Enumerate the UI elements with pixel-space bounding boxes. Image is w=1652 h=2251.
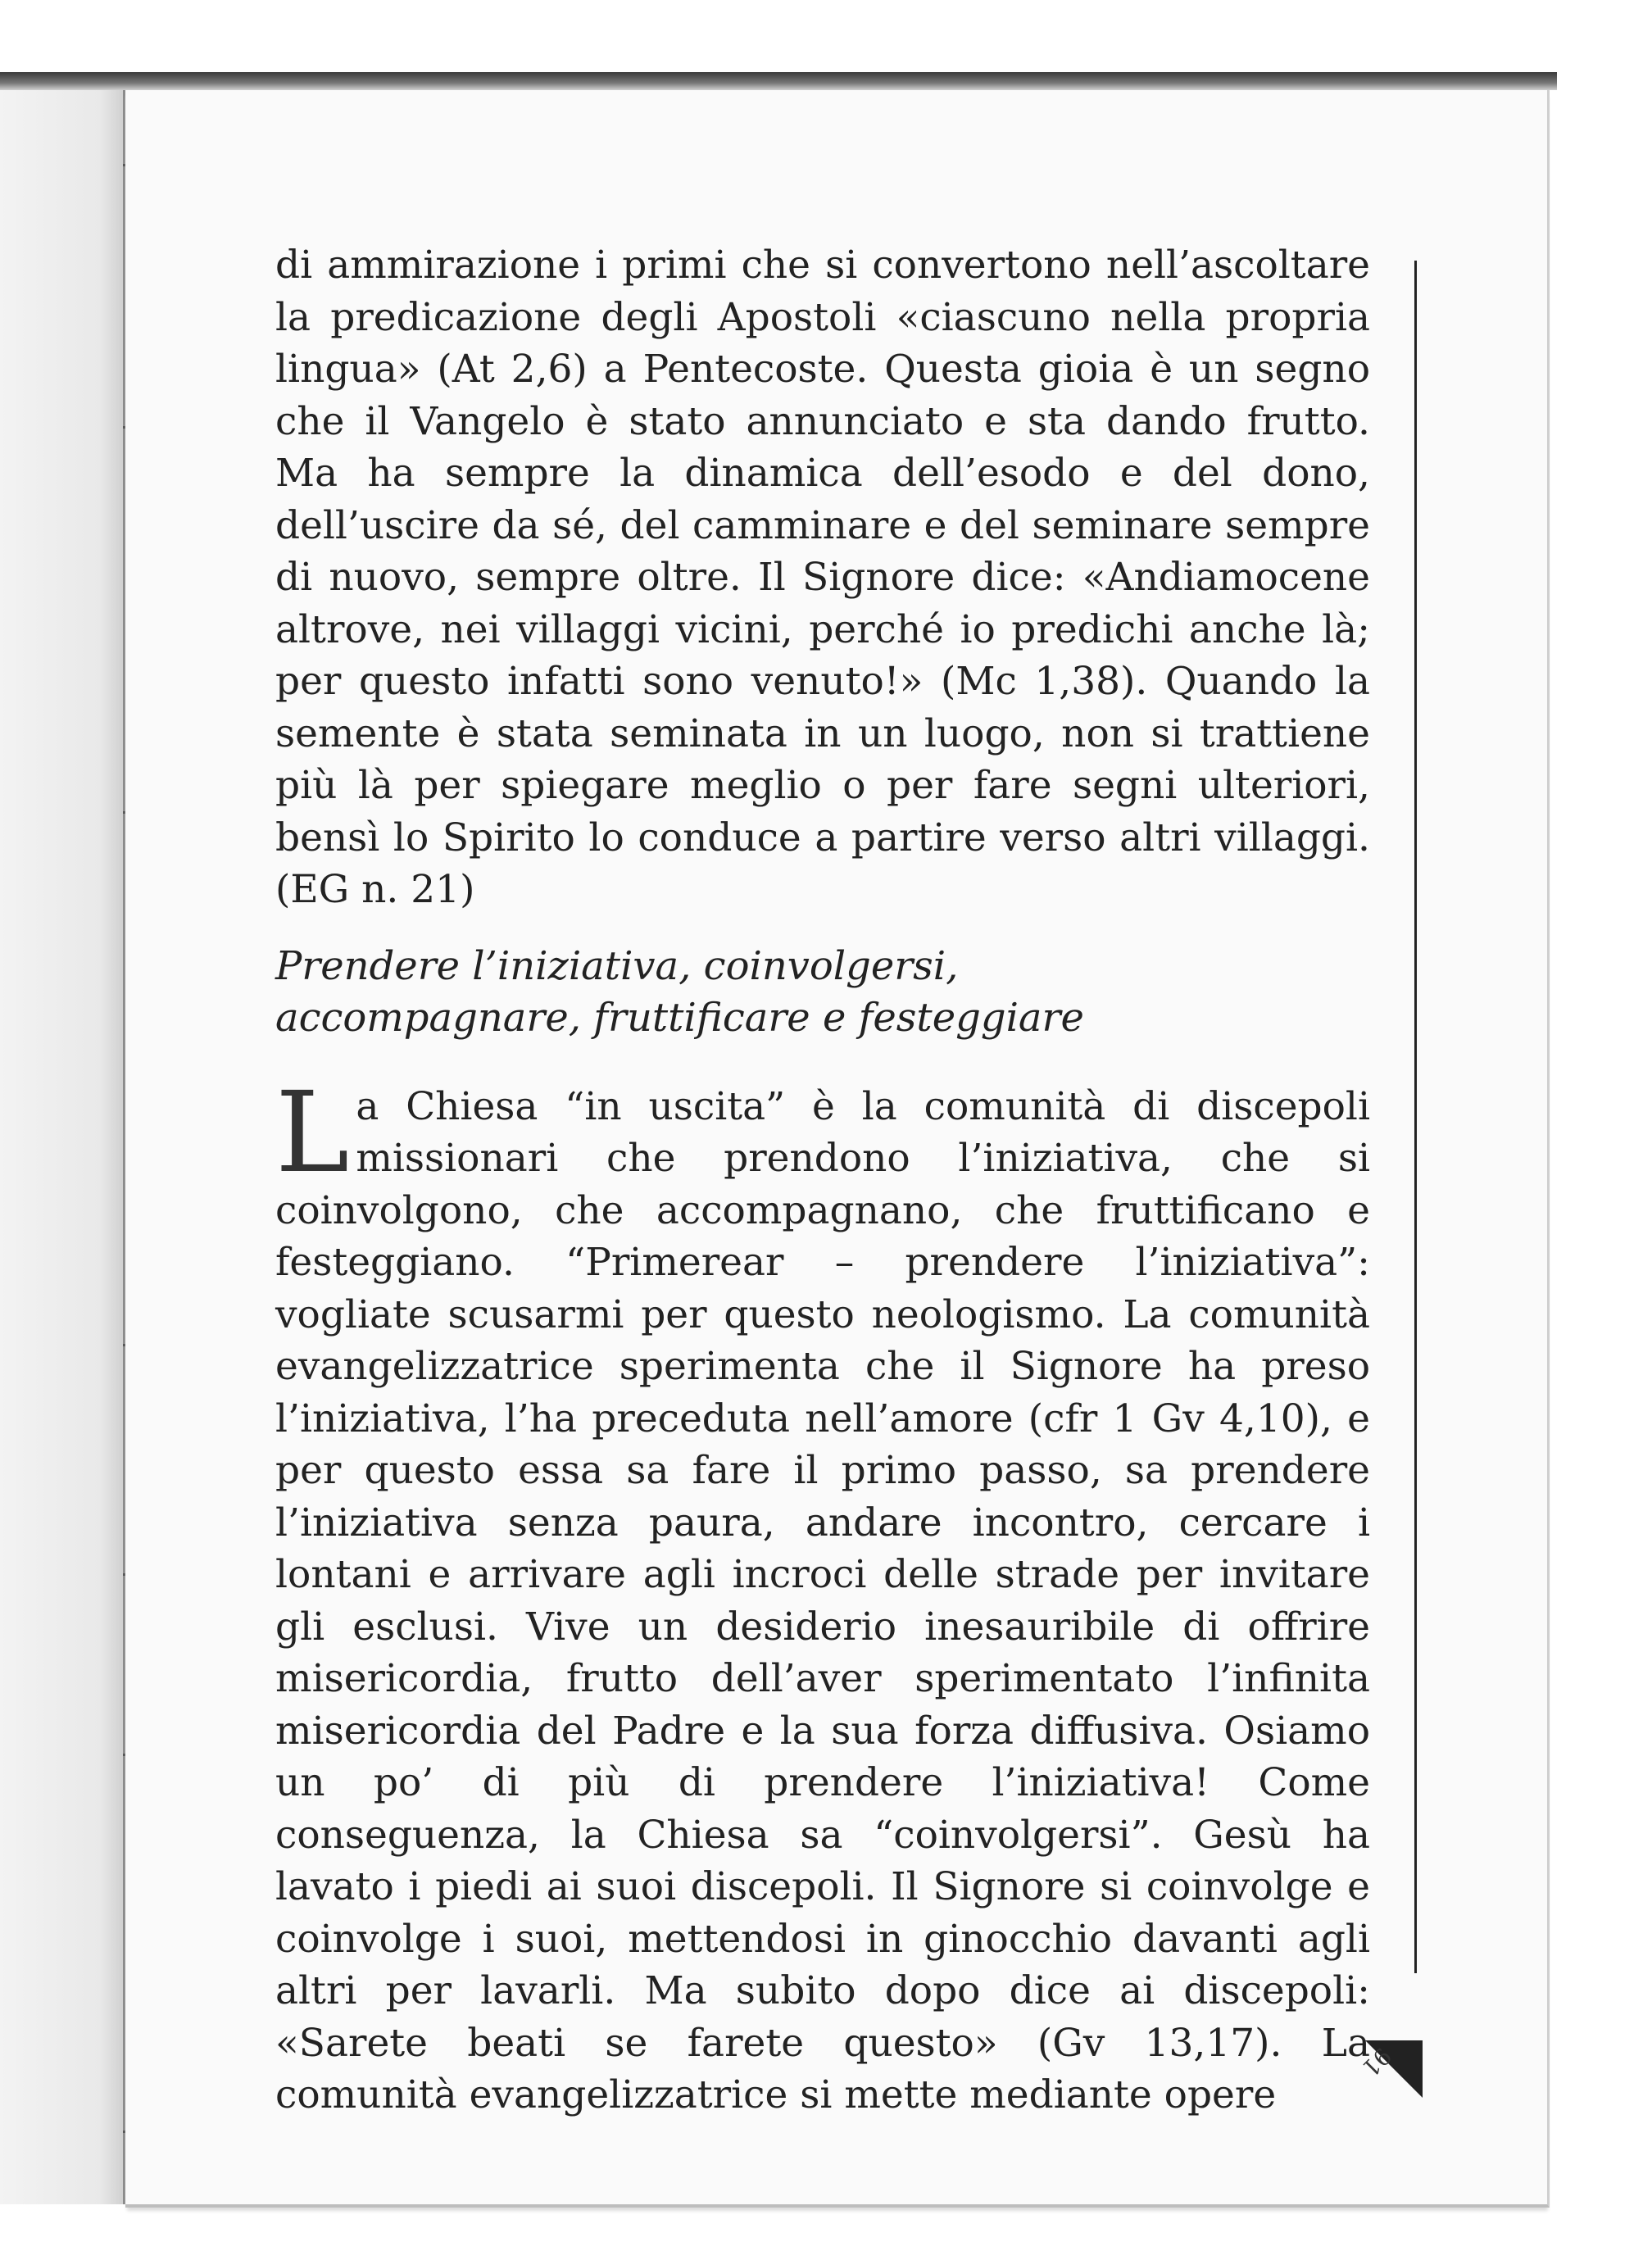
section-heading — [275, 941, 1370, 1045]
drop-cap: L — [275, 1068, 350, 1198]
body-paragraph-2 — [275, 1068, 1370, 2122]
margin-rule — [1414, 261, 1417, 1973]
section-heading-line-1: Prendere l’iniziativa, coinvolgersi, — [275, 942, 959, 989]
left-page-edge — [0, 90, 125, 2204]
body-paragraph-1: di ammirazione i primi che si convertono nell’ascoltare la predicazione degli Apostoli «ciascuno nella propria lingua» (At 2,6) a Pentecoste. Questa gioia è un segno che il Vangelo è stato annunciato e sta dando frutto. Ma ha sempre la dinamica dell’esodo e del dono, dell’uscire da sé, del camminare e del seminare sempre di nuovo, sempre oltre. Il Signore dice: «Andiamocene altrove, nei villaggi vicini, perché io predichi anche là; per questo infatti sono venuto!» (Mc 1,38). Quando la semente è stata seminata in un luogo, non si trattiene più là per spiegare meglio o per fare segni ulteriori, bensì lo Spirito lo conduce a partire verso altri villaggi. (EG n. 21) — [275, 243, 1370, 912]
page-text — [275, 239, 1370, 2122]
section-heading-line-2: accompagnare, fruttificare e festeggiare — [275, 995, 1084, 1041]
page-number: 91 — [1356, 2042, 1397, 2082]
body-paragraph-2-text: a Chiesa “in uscita” è la comunità di discepoli missionari che prendono l’iniziativa, che si coinvolgono, che accompagnano, che fruttificano e festeggiano. “Primerear – prendere l’iniziativa”: vogliate scusarmi per questo neologismo. La comunità evangelizzatrice sperimenta che il Signore ha preso l’iniziativa, l’ha preceduta nell’amore (cfr 1 Gv 4,10), e per questo essa sa fare il primo passo, sa prendere l’iniziativa senza paura, andare incontro, cercare i lontani e arrivare agli incroci delle strade per invitare gli esclusi. Vive un desiderio inesauribile di offrire misericordia, frutto dell’aver sperimentato l’infinita misericordia del Padre e la sua forza diffusiva. Osiamo un po’ di più di prendere l’iniziativa! Come conseguenza, la Chiesa sa “coinvolgersi”. Gesù ha lavato i piedi ai suoi discepoli. Il Signore si coinvolge e coinvolge i suoi, mettendosi in ginocchio davanti agli altri per lavarli. Ma subito dopo dice ai discepoli: «Sarete beati se farete questo» (Gv 13,17). La comunità evangelizzatrice si mette mediante opere — [275, 1083, 1370, 2117]
scan-shadow — [0, 72, 1557, 90]
